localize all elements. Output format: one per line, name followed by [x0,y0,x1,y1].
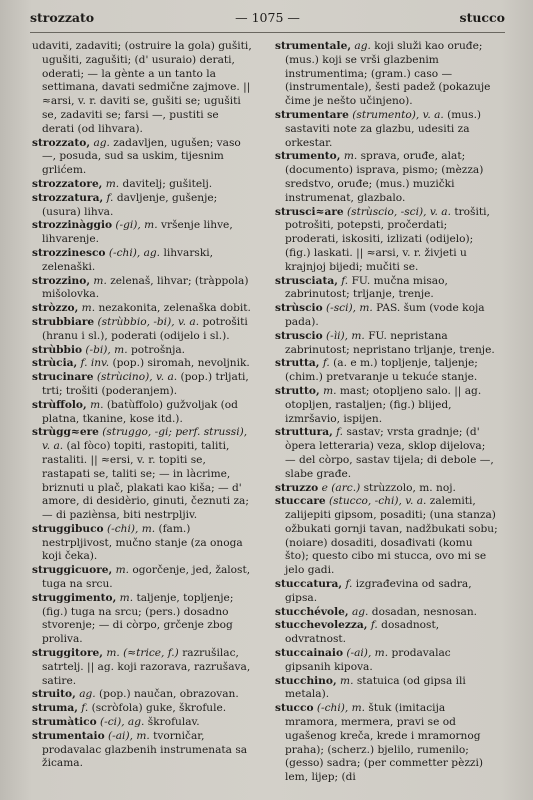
entry-grammar: m. [90,398,104,411]
entry-definition: (pop.) siromah, nevoljnik. [112,357,250,370]
entry-grammar: (-ai), m. [346,647,389,660]
entry-headword: stuccatura, [275,578,343,591]
dictionary-entry [275,675,498,703]
dictionary-entry [32,399,252,427]
dictionary-entry [32,192,252,220]
dictionary-entry [32,316,252,344]
entry-grammar: (-chi), m. [316,702,366,715]
entry-definition: udaviti, zadaviti; (ostruire la gola) gušiti, ugušiti, zagušiti; (d' usuraio) derati, oderati; — la gènte a un tanto la settimana, davati sedmične zajmove. || ≈arsi, v. r. daviti se, gušiti se; ugušiti se, zadaviti se; farsi —, pustiti se derati (od lihvara). [32,40,252,135]
entry-grammar: (strùscio, -sci), v. a. [347,205,451,218]
entry-definition: štuk (imitacija mramora, mermera, pravi se od ugašenog kreča, krede i mramornog praha); (scherz.) bjelilo, rumenilo; (gesso) sadra; (per commetter pèzzi) lem, lijep; (di [285,702,484,784]
entry-grammar: m. [119,591,134,604]
entry-headword: struma, [32,702,78,715]
entry-grammar: ag. [93,136,110,149]
dictionary-entry [275,385,498,426]
entry-definition: sprava, oruđe, alat; (documento) isprava, pismo; (mèzza) sredstvo, oruđe; (mus.) muzički instrumenat, glazbalo. [285,150,484,204]
entry-grammar: (-ci), ag. [100,716,145,729]
right-column [275,40,498,786]
entry-headword: struggibuco [32,522,104,535]
entry-headword: strozzatura, [32,191,104,204]
entry-grammar: (-gi), m. [115,219,158,232]
entry-definition: trošiti, potrošiti, potepsti, pročerdati; proderati, iskositi, izlizati (odijelo); (fig.) laskati. || ≈arsi, v. r. živjeti u krajnjoj bijedi; mučiti se. [285,205,490,273]
entry-definition: zalemiti, zalijepiti gipsom, posaditi; (una stanza) ožbukati gornji tavan, nadžbukati sobu; (noiare) dosaditi, dosađivati (komu što); questo cibo mi stucca, ovo mi se jelo gadi. [285,495,498,577]
entry-definition: dosadan, nesnosan. [371,605,478,618]
entry-headword: strùbbio [32,343,83,356]
entry-headword: strozzinàggio [32,219,113,232]
entry-headword: strumentale, [275,40,352,52]
entry-grammar: (strumento), v. a. [352,108,444,121]
dictionary-entry [275,40,498,109]
entry-headword: struscio [275,329,323,342]
entry-headword: struggitore, [32,647,103,660]
entry-definition: lihvarski, zelenaški. [42,246,214,273]
entry-definition: taljenje, topljenje; (fig.) tuga na srcu; (pers.) dosadno stvorenje; — di còrpo, grčenje zbog proliva. [42,591,234,646]
dictionary-entry [32,344,252,358]
dictionary-entry [32,275,252,303]
entry-headword: strùgg≈ere [32,426,99,439]
entry-definition: (pop.) naučan, obrazovan. [99,688,239,701]
entry-headword: strumentaio [32,729,105,742]
dictionary-entry [275,578,498,606]
dictionary-entry [32,523,252,564]
entry-grammar: (struggo, -gi; perf. strussi), v. a. [42,426,248,453]
entry-definition: davitelj; gušitelj. [122,177,213,190]
entry-headword: stucco [275,702,314,715]
entry-grammar: (strùcino), v. a. [96,371,178,384]
entry-headword: struggimento, [32,591,117,604]
dictionary-entry [275,702,498,785]
dictionary-entry [32,371,252,399]
entry-definition: tvorničar, prodavalac glazbenih instrumenata sa žicama. [42,729,248,770]
entry-headword: stucchevolezza, [275,619,368,632]
entry-grammar: m. [340,674,354,687]
entry-grammar: m. [93,274,107,287]
running-header [30,10,505,30]
entry-headword: struzzo [275,481,319,494]
entry-grammar: (-ìi), m. [326,329,365,342]
entry-definition: (scròfola) guke, škrofule. [91,702,227,715]
dictionary-entry [275,426,498,481]
entry-grammar: f. [106,191,114,204]
dictionary-entry [32,137,252,178]
entry-definition: razrušilac, satrtelj. || ag. koji razorava, razrušava, satire. [42,647,251,687]
entry-grammar: (-chi), ag. [108,246,161,259]
entry-definition: PAS. šum (vode koja pada). [285,302,485,328]
dictionary-entry [32,302,252,316]
entry-headword: strùscio [275,302,323,315]
entry-definition: škrofulav. [147,716,200,729]
dictionary-entry [32,592,252,647]
entry-definition: statuica (od gipsa ili metala). [285,674,466,701]
entry-grammar: (-chi), m. [106,522,156,535]
entry-headword: strucinare [32,371,94,384]
entry-headword: struito, [32,688,76,701]
entry-headword: strusciata, [275,274,338,287]
entry-grammar: f. [341,274,349,287]
dictionary-entry [32,688,252,702]
entry-headword: strumàtico [32,716,97,729]
entry-definition: (fam.) nestrpljivost, mučno stanje (za onoga koji čeka). [42,522,243,563]
entry-grammar: m. [323,384,337,397]
entry-headword: struggicuore, [32,564,113,577]
dictionary-entry [275,150,498,205]
page-number: — 1075 — [235,10,300,25]
entry-definition: izgrađevina od sadra, gipsa. [285,578,472,604]
dictionary-entry [32,647,252,688]
dictionary-entry [32,730,252,771]
entry-headword: strumentare [275,108,349,121]
entry-headword: stucchino, [275,674,337,687]
entry-definition: ogorčenje, jed, žalost, tuga na srcu. [42,564,251,591]
entry-definition: strùzzolo, m. noj. [363,481,456,494]
dictionary-entry [275,109,498,150]
entry-grammar: ag. [351,605,369,618]
entry-grammar: f. inv. [80,357,110,370]
entry-grammar: ag. [354,40,371,52]
entry-grammar: ag. [79,688,96,701]
entry-definition: (mus.) sastaviti note za glazbu, udesiti za orkestar. [285,108,482,149]
entry-headword: strumento, [275,150,341,163]
entry-definition: vršenje lihve, lihvarenje. [42,219,233,246]
entry-definition: zadavljen, ugušen; vaso —, posuda, sud sa uskim, tijesnim grlićem. [42,136,241,177]
entry-definition: FU. mučna misao, zabrinutost; trljanje, trenje. [285,274,448,301]
entry-definition: zelenaš, lihvar; (tràppola) mišolovka. [42,274,249,301]
entry-definition: nezakonita, zelenaška dobit. [98,302,251,315]
dictionary-entry [32,716,252,730]
entry-headword: strozzatore, [32,177,103,190]
entry-grammar: (-bi), m. [85,343,128,356]
entry-grammar: (strùbbio, -bi), v. a. [97,315,200,328]
entry-definition: potrošnja. [130,343,186,356]
header-rule [30,32,505,33]
entry-grammar: f. [345,578,353,591]
entry-headword: strutta, [275,357,320,370]
entry-grammar: e (arc.) [321,481,361,494]
dictionary-entry [275,357,498,385]
entry-grammar: (stucco, -chi), v. a. [329,495,427,508]
dictionary-entry [32,247,252,275]
dictionary-entry [275,330,498,358]
entry-headword: struttura, [275,426,333,439]
entry-headword: stròzzo, [32,302,79,315]
entry-headword: strozzinesco [32,246,106,259]
entry-headword: stuccare [275,495,326,508]
dictionary-entry [32,178,252,192]
entry-grammar: (-ai), m. [108,729,150,742]
dictionary-entry [275,302,498,330]
dictionary-entry [32,40,252,137]
entry-grammar: f. [370,619,378,632]
left-column [32,40,252,786]
entry-grammar: f. [336,426,344,439]
entry-definition: (al fòco) topiti, rastopiti, taliti, rastaliti. || ≈ersi, v. r. topiti se, rastapati se, taliti se; — in làcrime, briznuti u plač, plakati kao kiša; — d' amore, di desidèrio, ginuti, čeznuti za; — di paziènsa, biti nestrpljiv. [42,440,249,522]
entry-headword: stucchévole, [275,605,349,618]
entry-definition: FU. nepristana zabrinutost; nepristano trljanje, trenje. [285,329,495,356]
entry-definition: dosadnost, odvratnost. [285,619,440,646]
header-last-word: stucco [459,10,505,25]
entry-definition: mast; otopljeno salo. || ag. otopljen, rastaljen; (fig.) blijed, izmršavio, ispijen. [285,384,482,425]
dictionary-entry [275,647,498,675]
entry-grammar: m. [81,302,96,315]
entry-headword: strozzino, [32,274,91,287]
header-first-word: strozzato [30,10,95,25]
entry-definition: (pop.) trljati, trti; trošiti (poderanjem). [42,371,249,397]
entry-grammar: m. [115,564,130,577]
dictionary-entry [275,482,498,496]
entry-definition: (a. e m.) topljenje, taljenje; (chim.) pretvaranje u tekuće stanje. [285,357,478,384]
entry-grammar: f. [81,702,89,715]
dictionary-entry [275,619,498,647]
entry-grammar: m. (≈trice, f.) [106,647,179,660]
dictionary-entry [275,495,498,578]
dictionary-entry [32,564,252,592]
entry-definition: sastav; vrsta gradnje; (d' òpera letteraria) veza, sklop dijelova; — del còrpo, sastav tijela; di debole —, slabe građe. [285,426,494,480]
dictionary-entry [32,702,252,716]
entry-headword: strutto, [275,384,320,397]
entry-grammar: (-sci), m. [326,302,373,315]
dictionary-entry [275,206,498,275]
entry-grammar: m. [343,150,358,163]
entry-definition: (batùffolo) gužvoljak (od platna, tkanine, kose itd.). [42,398,238,425]
dictionary-entry [32,357,252,371]
entry-headword: strozzato, [32,136,91,149]
entry-headword: strusci≈are [275,205,344,218]
entry-definition: koji služi kao oruđe; (mus.) koji se vrši glazbenim instrumentima; (gram.) caso — (instrumentale), šesti padež (pokazuje čime je nešto učinjeno). [285,40,491,108]
dictionary-entry [32,219,252,247]
dictionary-entry [32,426,252,523]
entry-headword: strùcia, [32,357,78,370]
entry-headword: strùffolo, [32,398,87,411]
dictionary-entry [275,606,498,620]
entry-definition: potrošiti (hranu i sl.), poderati (odijelo i sl.). [42,315,248,342]
dictionary-entry [275,275,498,303]
entry-headword: stuccainaio [275,647,344,660]
entry-definition: davljenje, gušenje; (usura) lihva. [42,191,218,218]
entry-definition: prodavalac gipsanih kipova. [285,647,451,673]
entry-grammar: f. [322,357,330,370]
entry-grammar: m. [105,177,120,190]
entry-headword: strubbiare [32,315,95,328]
